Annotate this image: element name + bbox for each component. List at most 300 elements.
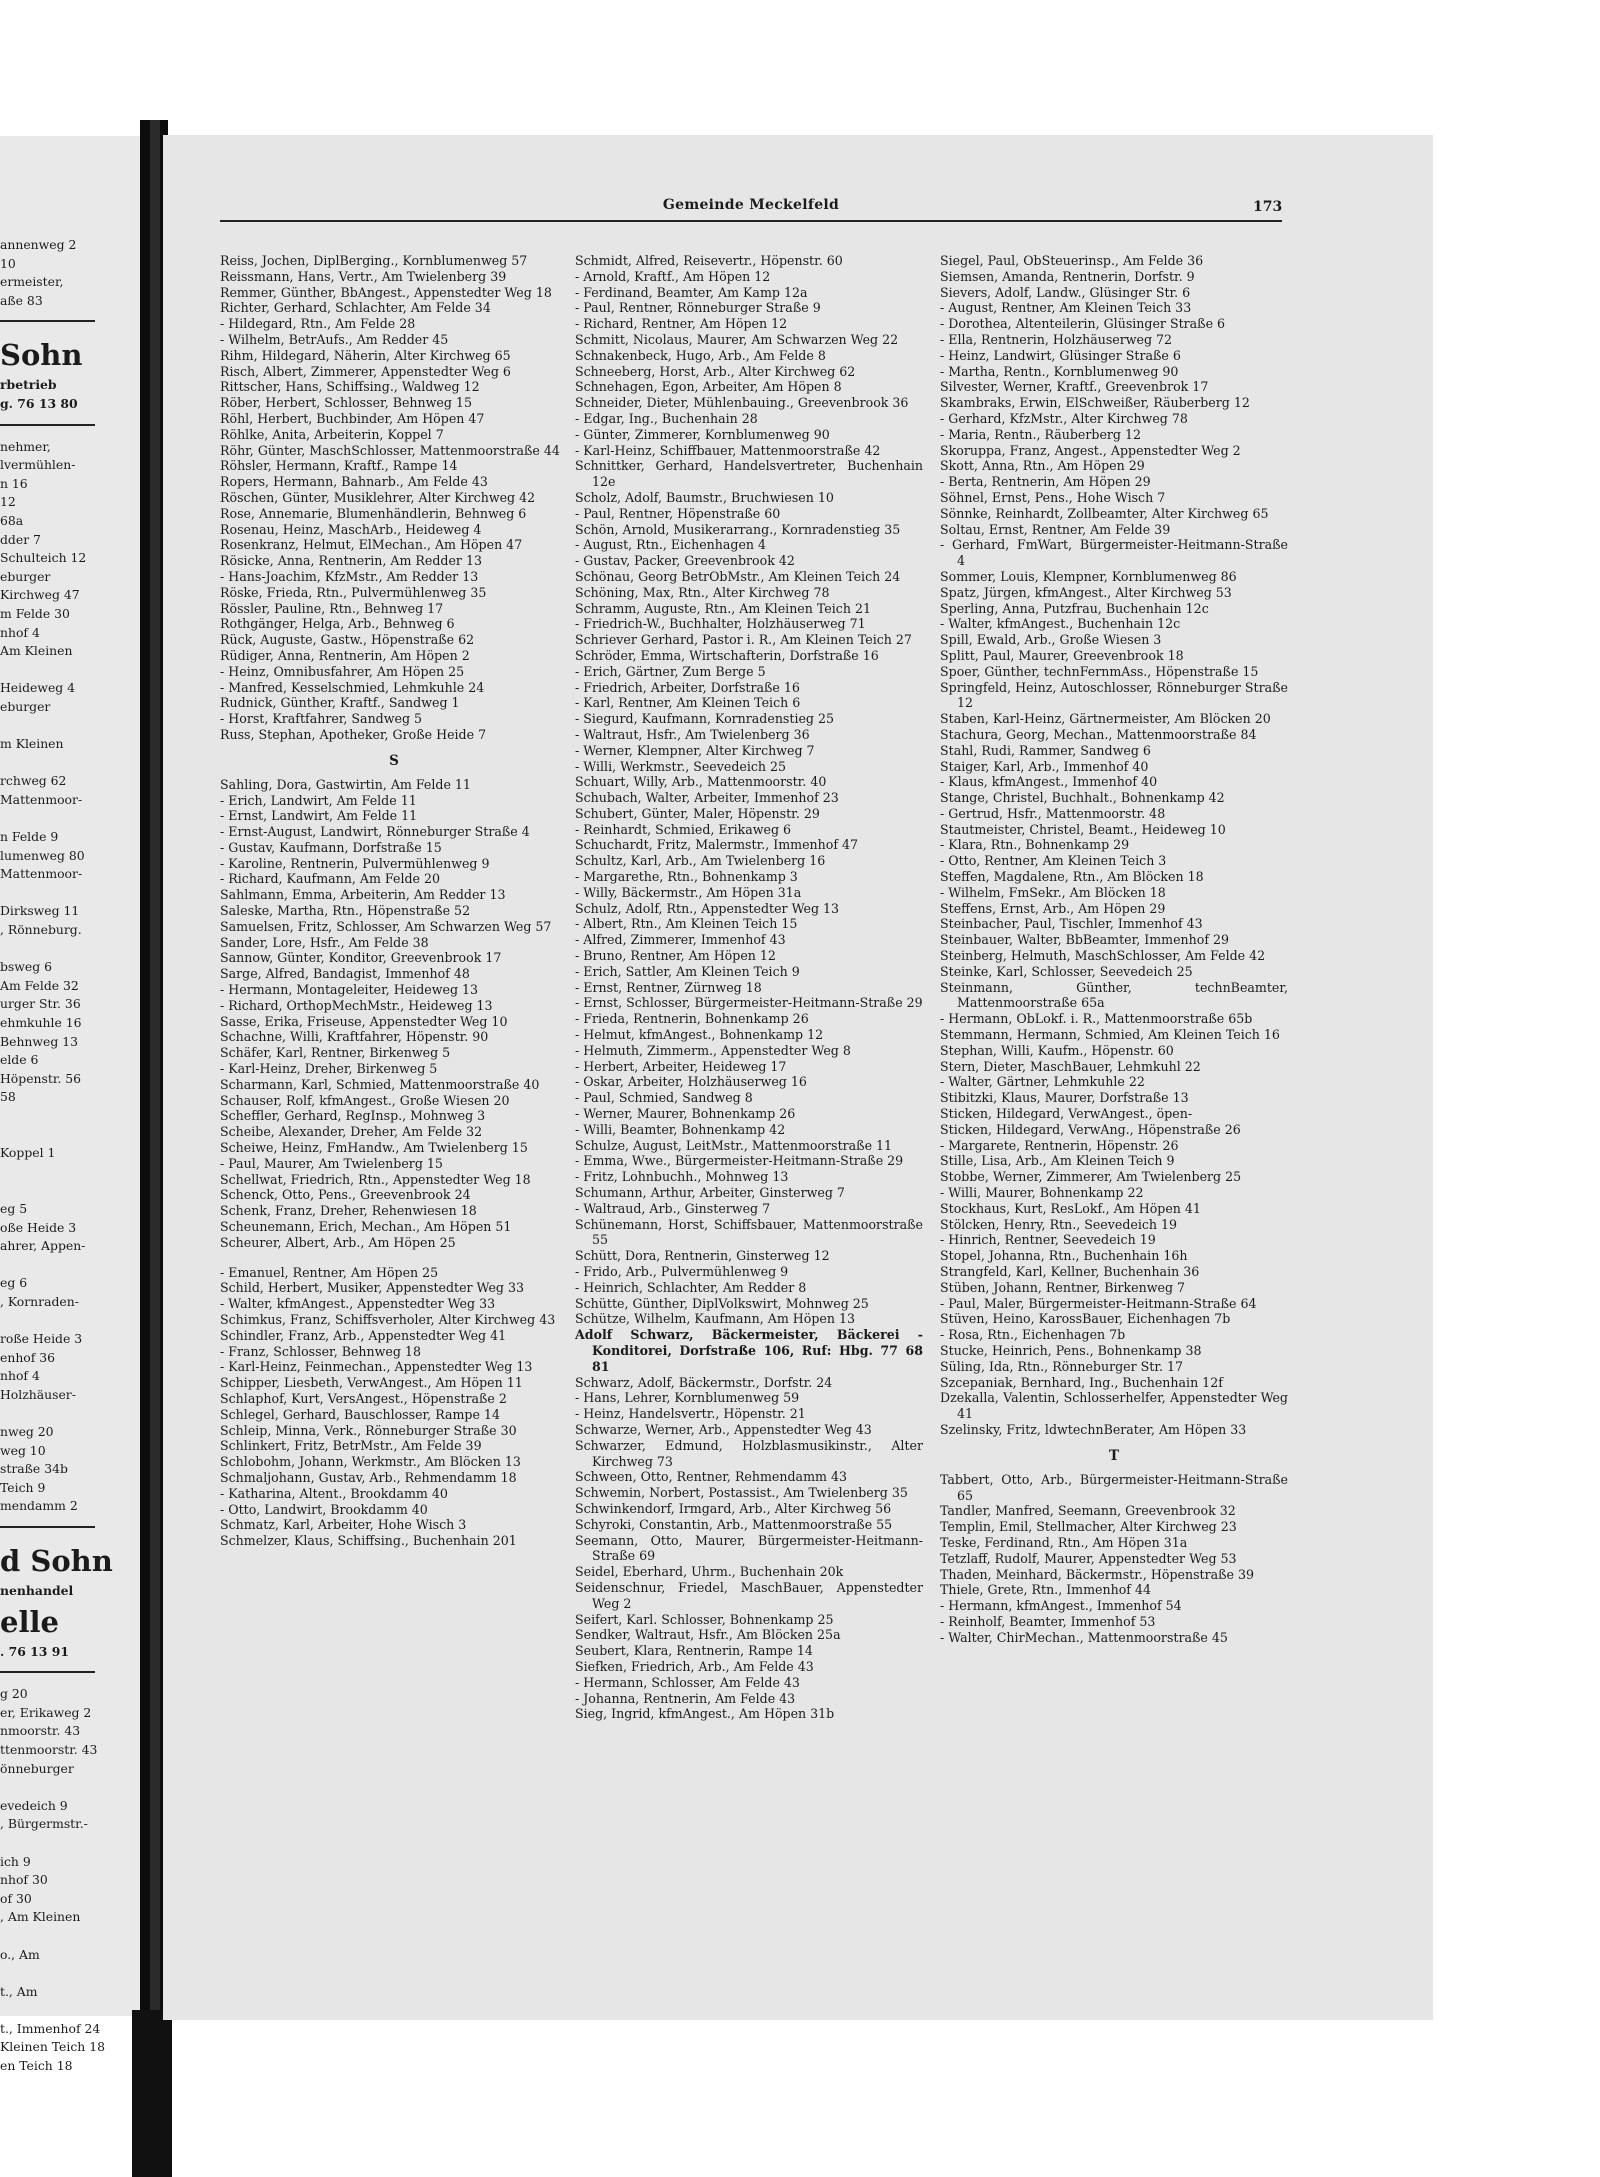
directory-entry: - Karl, Rentner, Am Kleinen Teich 6 (575, 695, 801, 711)
directory-entry: - Otto, Landwirt, Brookdamm 40 (220, 1501, 428, 1517)
previous-page-line (0, 754, 150, 773)
directory-entry: Sander, Lore, Hsfr., Am Felde 38 (220, 934, 429, 950)
directory-entry: - Reinholf, Beamter, Immenhof 53 (940, 1613, 1156, 1629)
directory-entry: Schwinkendorf, Irmgard, Arb., Alter Kirchweg 56 (575, 1500, 892, 1516)
directory-entry: Remmer, Günther, BbAngest., Appenstedter Weg 18 (220, 284, 552, 300)
previous-page-line: enhof 36 (0, 1349, 56, 1365)
directory-entry: Seubert, Klara, Rentnerin, Rampe 14 (575, 1643, 813, 1659)
directory-entry: Seidel, Eberhard, Uhrm., Buchenhain 20k (575, 1564, 844, 1580)
directory-entry: - Ella, Rentnerin, Holzhäuserweg 72 (940, 331, 1173, 347)
previous-page-line: Dirksweg 11 (0, 903, 80, 919)
previous-page-line (0, 716, 150, 735)
column-gap (220, 1251, 568, 1265)
directory-entry: - Klaus, kfmAngest., Immenhof 40 (940, 774, 1158, 790)
directory-entry: Schünemann, Horst, Schiffsbauer, Mattenmoorstraße 55 (575, 1216, 923, 1248)
directory-entry: Schleip, Minna, Verk., Rönneburger Straße 30 (220, 1422, 517, 1438)
directory-entry: - Frido, Arb., Pulvermühlenweg 9 (575, 1264, 789, 1279)
directory-entry: Stern, Dieter, MaschBauer, Lehmkuhl 22 (940, 1058, 1201, 1074)
directory-entry: Templin, Emil, Stellmacher, Alter Kirchweg 23 (940, 1519, 1237, 1535)
previous-page-line: nhof 4 (0, 1368, 40, 1384)
directory-entry: Schramm, Auguste, Rtn., Am Kleinen Teich 21 (575, 600, 871, 616)
section-letter: S (389, 752, 399, 769)
directory-entry: Schmidt, Alfred, Reisevertr., Höpenstr. 60 (575, 253, 843, 268)
directory-entry: Schuart, Willy, Arb., Mattenmoorstr. 40 (575, 774, 827, 790)
directory-entry: Rück, Auguste, Gastw., Höpenstraße 62 (220, 632, 475, 648)
previous-page-line: evedeich 9 (0, 1797, 68, 1813)
gutter-shadow (150, 120, 160, 2020)
directory-entry: - Heinz, Handelsvertr., Höpenstr. 21 (575, 1406, 806, 1422)
directory-entry: Schütze, Wilhelm, Kaufmann, Am Höpen 13 (575, 1311, 856, 1327)
directory-entry: - Hinrich, Rentner, Seevedeich 19 (940, 1232, 1156, 1248)
directory-entry: - Ernst, Landwirt, Am Felde 11 (220, 808, 418, 824)
previous-page-line: dder 7 (0, 531, 41, 547)
directory-entry: Stüven, Heino, KarossBauer, Eichenhagen 7b (940, 1311, 1231, 1327)
directory-entry: - Waltraud, Arb., Ginsterweg 7 (575, 1200, 771, 1216)
directory-entry: - Martha, Rentn., Kornblumenweg 90 (940, 363, 1179, 379)
directory-entry: - August, Rtn., Eichenhagen 4 (575, 537, 767, 553)
previous-page-line: g 20 (0, 1686, 28, 1702)
directory-entry: Steffens, Ernst, Arb., Am Höpen 29 (940, 900, 1166, 916)
directory-entry: Steinmann, Günther, technBeamter, Mattenmoorstraße 65a (940, 979, 1288, 1011)
previous-page-line: aße 83 (0, 292, 43, 308)
directory-entry: - Günter, Zimmerer, Kornblumenweg 90 (575, 426, 830, 442)
directory-entry: - Ernst-August, Landwirt, Rönneburger Straße 4 (220, 824, 530, 840)
directory-entry: Staiger, Karl, Arb., Immenhof 40 (940, 758, 1149, 774)
directory-entry: Scheiwe, Heinz, FmHandw., Am Twielenberg 15 (220, 1140, 528, 1156)
directory-entry: Stockhaus, Kurt, ResLokf., Am Höpen 41 (940, 1200, 1201, 1216)
directory-entry: Sperling, Anna, Putzfrau, Buchenhain 12c (940, 600, 1209, 616)
directory-entry: - Alfred, Zimmerer, Immenhof 43 (575, 932, 786, 948)
previous-page-line: ermeister, (0, 274, 64, 290)
directory-entry: Schröder, Emma, Wirtschafterin, Dorfstraße 16 (575, 647, 879, 663)
directory-entry: - Paul, Rentner, Rönneburger Straße 9 (575, 300, 821, 316)
directory-entry: Schulz, Adolf, Rtn., Appenstedter Weg 13 (575, 900, 840, 916)
previous-page-line: urger Str. 36 (0, 996, 81, 1012)
directory-entry: - Karl-Heinz, Schiffbauer, Mattenmoorstraße 42 (575, 442, 881, 458)
directory-entry: Röber, Herbert, Schlosser, Behnweg 15 (220, 395, 472, 411)
previous-page-line: er, Erikaweg 2 (0, 1704, 92, 1720)
directory-entry: Ropers, Hermann, Bahnarb., Am Felde 43 (220, 474, 488, 490)
directory-entry: - Helmuth, Zimmerm., Appenstedter Weg 8 (575, 1042, 851, 1058)
previous-page-line: , Am Kleinen (0, 1909, 81, 1925)
directory-entry: Saleske, Martha, Rtn., Höpenstraße 52 (220, 903, 471, 919)
directory-entry: Schütte, Günther, DiplVolkswirt, Mohnweg 25 (575, 1295, 869, 1311)
divider-rule (0, 320, 95, 322)
directory-entry: Sannow, Günter, Konditor, Greevenbrook 17 (220, 950, 502, 966)
directory-entry: Röske, Frieda, Rtn., Pulvermühlenweg 35 (220, 584, 487, 600)
directory-entry: - Otto, Rentner, Am Kleinen Teich 3 (940, 853, 1167, 869)
directory-entry: Schachne, Willi, Kraftfahrer, Höpenstr. 90 (220, 1029, 489, 1045)
previous-page-line: lvermühlen- (0, 457, 76, 473)
directory-entry: Dzekalla, Valentin, Schlosserhelfer, Appenstedter Weg 41 (940, 1390, 1288, 1422)
directory-entry: - Gustav, Packer, Greevenbrook 42 (575, 553, 795, 569)
page-title: Gemeinde Meckelfeld (662, 197, 840, 213)
previous-page-line: straße 34b (0, 1461, 68, 1477)
directory-entry: Tetzlaff, Rudolf, Maurer, Appenstedter Weg 53 (940, 1550, 1237, 1566)
directory-entry: Schneider, Dieter, Mühlenbauing., Greevenbrook 36 (575, 395, 909, 411)
directory-entry: Schnakenbeck, Hugo, Arb., Am Felde 8 (575, 347, 826, 363)
directory-entry: Staben, Karl-Heinz, Gärtnermeister, Am Blöcken 20 (940, 711, 1271, 727)
directory-entry: Schindler, Franz, Arb., Appenstedter Weg 41 (220, 1327, 507, 1343)
directory-entry: - Hermann, ObLokf. i. R., Mattenmoorstraße 65b (940, 1011, 1253, 1027)
previous-page-line (0, 1163, 150, 1182)
directory-entry: Seemann, Otto, Maurer, Bürgermeister-Heitmann-Straße 69 (575, 1532, 923, 1564)
directory-entry: Schellwat, Friedrich, Rtn., Appenstedter Weg 18 (220, 1171, 531, 1187)
directory-entry: Stachura, Georg, Mechan., Mattenmoorstraße 84 (940, 726, 1257, 742)
directory-entry: - Willy, Bäckermstr., Am Höpen 31a (575, 884, 802, 900)
previous-page-line: rbetrieb (0, 377, 57, 393)
previous-page-line: eburger (0, 568, 51, 584)
previous-page-line: eburger (0, 698, 51, 714)
directory-entry: - Arnold, Kraftf., Am Höpen 12 (575, 268, 771, 284)
previous-page-line (0, 809, 150, 828)
directory-entry: - Heinrich, Schlachter, Am Redder 8 (575, 1279, 807, 1295)
divider-rule (0, 1526, 95, 1528)
directory-entry: - Karl-Heinz, Dreher, Birkenweg 5 (220, 1061, 438, 1077)
directory-entry: Spill, Ewald, Arb., Große Wiesen 3 (940, 632, 1162, 648)
directory-entry: Schwemin, Norbert, Postassist., Am Twielenberg 35 (575, 1485, 908, 1501)
directory-entry: Reissmann, Hans, Vertr., Am Twielenberg 39 (220, 268, 507, 284)
previous-page-line: n 16 (0, 475, 28, 491)
directory-entry: Silvester, Werner, Kraftf., Greevenbrok 17 (940, 379, 1209, 395)
directory-entry: - Reinhardt, Schmied, Erikaweg 6 (575, 821, 792, 837)
previous-page-line (0, 1404, 150, 1423)
directory-entry: Schipper, Liesbeth, VerwAngest., Am Höpen 11 (220, 1375, 523, 1391)
directory-entry: Röhr, Günter, MaschSchlosser, Mattenmoorstraße 44 (220, 442, 560, 458)
previous-page-line: ttenmoorstr. 43 (0, 1741, 98, 1757)
previous-page-line: d Sohn (0, 1544, 113, 1578)
directory-entry: - Ernst, Schlosser, Bürgermeister-Heitmann-Straße 29 (575, 995, 923, 1011)
directory-entry: - Berta, Rentnerin, Am Höpen 29 (940, 474, 1151, 490)
previous-page-line (0, 1311, 150, 1330)
directory-entry: Schenk, Franz, Dreher, Rehenwiesen 18 (220, 1203, 477, 1219)
directory-entry: Süling, Ida, Rtn., Rönneburger Str. 17 (940, 1358, 1184, 1374)
directory-entry: Sahlmann, Emma, Arbeiterin, Am Redder 13 (220, 887, 506, 903)
directory-entry: Stucke, Heinrich, Pens., Bohnenkamp 38 (940, 1342, 1202, 1358)
directory-entry: - Albert, Rtn., Am Kleinen Teich 15 (575, 916, 798, 932)
directory-entry: Schmitt, Nicolaus, Maurer, Am Schwarzen Weg 22 (575, 331, 899, 347)
directory-entry: - Erich, Gärtner, Zum Berge 5 (575, 663, 766, 679)
previous-page-line (0, 1126, 150, 1145)
directory-entry: Scheffler, Gerhard, RegInsp., Mohnweg 3 (220, 1108, 486, 1124)
directory-entry: Schween, Otto, Rentner, Rehmendamm 43 (575, 1469, 847, 1485)
directory-entry: - Gustav, Kaufmann, Dorfstraße 15 (220, 839, 442, 855)
directory-entry: Schön, Arnold, Musikerarrang., Kornradenstieg 35 (575, 521, 901, 537)
previous-page-line: m Kleinen (0, 736, 64, 752)
directory-entry: - Hans, Lehrer, Kornblumenweg 59 (575, 1390, 800, 1406)
directory-entry: Stille, Lisa, Arb., Am Kleinen Teich 9 (940, 1153, 1175, 1169)
directory-entry: Schauser, Rolf, kfmAngest., Große Wiesen 20 (220, 1092, 510, 1108)
directory-entry: - Helmut, kfmAngest., Bohnenkamp 12 (575, 1027, 824, 1043)
advertisement-entry: Adolf Schwarz, Bäckermeister, Bäckerei - Konditorei, Dorfstraße 106, Ruf: Hbg. 77 68 81 (575, 1327, 923, 1374)
directory-entry: - Heinz, Omnibusfahrer, Am Höpen 25 (220, 663, 465, 679)
directory-entry: Risch, Albert, Zimmerer, Appenstedter Weg 6 (220, 363, 511, 379)
previous-page-line: , Bürgermstr.- (0, 1816, 88, 1832)
directory-entry: Steinbacher, Paul, Tischler, Immenhof 43 (940, 916, 1203, 932)
directory-entry: Thiele, Grete, Rtn., Immenhof 44 (940, 1582, 1152, 1598)
directory-entry: Reiss, Jochen, DiplBerging., Kornblumenweg 57 (220, 253, 528, 268)
directory-entry: Tandler, Manfred, Seemann, Greevenbrook 32 (940, 1503, 1236, 1519)
directory-entry: Rüdiger, Anna, Rentnerin, Am Höpen 2 (220, 647, 470, 663)
directory-entry: Sticken, Hildegard, VerwAngest., öpen- (940, 1106, 1193, 1122)
directory-entry: - Herbert, Arbeiter, Heideweg 17 (575, 1058, 787, 1074)
previous-page-line: m Felde 30 (0, 605, 70, 621)
directory-entry: - Rosa, Rtn., Eichenhagen 7b (940, 1327, 1126, 1343)
directory-entry: Skoruppa, Franz, Angest., Appenstedter Weg 2 (940, 442, 1241, 458)
previous-page-line (0, 1181, 150, 1200)
directory-entry: - Frieda, Rentnerin, Bohnenkamp 26 (575, 1011, 809, 1027)
previous-page-line: o., Am (0, 1946, 40, 1962)
directory-entry: Schlobohm, Johann, Werkmstr., Am Blöcken 13 (220, 1454, 521, 1470)
directory-entry: Schimkus, Franz, Schiffsverholer, Alter Kirchweg 43 (220, 1312, 556, 1327)
directory-entry: - Wilhelm, BetrAufs., Am Redder 45 (220, 331, 449, 347)
directory-entry: Skambraks, Erwin, ElSchweißer, Räuberberg 12 (940, 395, 1250, 411)
previous-page-line: önneburger (0, 1760, 74, 1776)
directory-entry: Tabbert, Otto, Arb., Bürgermeister-Heitmann-Straße 65 (940, 1471, 1288, 1503)
previous-page-line: Kleinen Teich 18 (0, 2039, 105, 2055)
directory-entry: Scholz, Adolf, Baumstr., Bruchwiesen 10 (575, 489, 834, 505)
directory-entry: Schneeberg, Horst, Arb., Alter Kirchweg 62 (575, 363, 856, 379)
previous-page-line: 68a (0, 512, 24, 528)
directory-entry: - Hermann, Schlosser, Am Felde 43 (575, 1674, 800, 1690)
directory-entry: Schmatz, Karl, Arbeiter, Hohe Wisch 3 (220, 1517, 467, 1533)
directory-entry: Szcepaniak, Bernhard, Ing., Buchenhain 12f (940, 1374, 1223, 1390)
directory-entry: - Manfred, Kesselschmied, Lehmkuhle 24 (220, 679, 485, 695)
previous-page-line: Heideweg 4 (0, 680, 76, 696)
directory-entry: Sommer, Louis, Klempner, Kornblumenweg 86 (940, 568, 1237, 584)
directory-entry: Steinbauer, Walter, BbBeamter, Immenhof 29 (940, 932, 1230, 948)
directory-entry: - Walter, Gärtner, Lehmkuhle 22 (940, 1074, 1145, 1090)
previous-page-line: t., Immenhof 24 (0, 2020, 101, 2036)
directory-entry: Szelinsky, Fritz, ldwtechnBerater, Am Höpen 33 (940, 1421, 1247, 1437)
directory-entry: - Katharina, Altent., Brookdamm 40 (220, 1485, 448, 1501)
directory-entry: - Siegurd, Kaufmann, Kornradenstieg 25 (575, 711, 835, 727)
directory-entry: Siemsen, Amanda, Rentnerin, Dorfstr. 9 (940, 268, 1195, 284)
directory-entry: Splitt, Paul, Maurer, Greevenbrook 18 (940, 647, 1184, 663)
previous-page-line: Am Felde 32 (0, 977, 79, 993)
directory-entry: Schild, Herbert, Musiker, Appenstedter Weg 33 (220, 1280, 525, 1296)
directory-entry: Schuchardt, Fritz, Malermstr., Immenhof 47 (575, 837, 859, 853)
directory-entry: - Johanna, Rentnerin, Am Felde 43 (575, 1690, 796, 1706)
directory-entry: Samuelsen, Fritz, Schlosser, Am Schwarzen Weg 57 (220, 918, 552, 934)
previous-page-line: nenhandel (0, 1583, 74, 1598)
directory-entry: - Emanuel, Rentner, Am Höpen 25 (220, 1264, 439, 1280)
directory-entry: Rothgänger, Helga, Arb., Behnweg 6 (220, 616, 455, 632)
directory-entry: Scheunemann, Erich, Mechan., Am Höpen 51 (220, 1219, 512, 1235)
directory-entry: - Paul, Rentner, Höpenstraße 60 (575, 505, 781, 521)
directory-entry: Stüben, Johann, Rentner, Birkenweg 7 (940, 1279, 1186, 1295)
previous-page-line: lumenweg 80 (0, 847, 85, 863)
previous-page-line: Holzhäuser- (0, 1386, 76, 1402)
previous-page-line: nehmer, (0, 438, 51, 454)
directory-entry: Stibitzki, Klaus, Maurer, Dorfstraße 13 (940, 1090, 1189, 1106)
directory-entry: - Waltraut, Hsfr., Am Twielenberg 36 (575, 726, 810, 742)
previous-page-column (0, 236, 150, 2076)
previous-page-line (0, 1834, 150, 1853)
previous-page-line: elde 6 (0, 1052, 39, 1068)
directory-entry: Stautmeister, Christel, Beamt., Heideweg 10 (940, 821, 1226, 837)
directory-entry: Rössler, Pauline, Rtn., Behnweg 17 (220, 600, 444, 616)
previous-page-line: eg 5 (0, 1200, 28, 1216)
header-rule (220, 220, 1282, 222)
directory-entry: Söhnel, Ernst, Pens., Hohe Wisch 7 (940, 489, 1166, 505)
directory-entry: - Dorothea, Altenteilerin, Glüsinger Straße 6 (940, 316, 1226, 332)
directory-entry: - Fritz, Lohnbuchh., Mohnweg 13 (575, 1169, 789, 1185)
previous-page-line: Am Kleinen (0, 643, 73, 659)
previous-page-line: 10 (0, 255, 16, 271)
directory-entry: - Richard, OrthopMechMstr., Heideweg 13 (220, 997, 493, 1013)
directory-entry: - Werner, Klempner, Alter Kirchweg 7 (575, 742, 815, 758)
directory-entry: Stahl, Rudi, Rammer, Sandweg 6 (940, 742, 1151, 758)
directory-entry: Schöning, Max, Rtn., Alter Kirchweg 78 (575, 584, 830, 600)
directory-entry: Seifert, Karl. Schlosser, Bohnenkamp 25 (575, 1611, 834, 1627)
previous-page-line: eg 6 (0, 1275, 28, 1291)
previous-page-line (0, 2001, 150, 2020)
directory-entry: Rosenkranz, Helmut, ElMechan., Am Höpen 47 (220, 537, 523, 553)
previous-page-line: en Teich 18 (0, 2058, 73, 2074)
directory-column-3 (940, 253, 1288, 1646)
directory-entry: - Hermann, Montageleiter, Heideweg 13 (220, 982, 479, 998)
previous-page-line: nhof 30 (0, 1872, 48, 1888)
previous-page-line: n Felde 9 (0, 829, 59, 845)
previous-page-line: elle (0, 1604, 59, 1639)
directory-entry: Schwarzer, Edmund, Holzblasmusikinstr., Alter Kirchweg 73 (575, 1437, 923, 1469)
directory-column-2 (575, 253, 923, 1722)
directory-entry: Spatz, Jürgen, kfmAngest., Alter Kirchweg 53 (940, 584, 1232, 600)
directory-entry: Spoer, Günther, technFernmAss., Höpenstraße 15 (940, 663, 1259, 679)
directory-entry: - Heinz, Landwirt, Glüsinger Straße 6 (940, 347, 1181, 363)
previous-page-line: of 30 (0, 1890, 32, 1906)
directory-entry: Russ, Stephan, Apotheker, Große Heide 7 (220, 726, 487, 742)
previous-page-line (0, 1107, 150, 1126)
directory-entry: Strangfeld, Karl, Kellner, Buchenhain 36 (940, 1264, 1200, 1279)
directory-entry: - Hans-Joachim, KfzMstr., Am Redder 13 (220, 568, 479, 584)
directory-entry: - Maria, Rentn., Räuberberg 12 (940, 426, 1142, 442)
directory-page (163, 135, 1433, 2020)
previous-page-line: Mattenmoor- (0, 866, 83, 882)
previous-page-line: Schulteich 12 (0, 550, 87, 566)
previous-page-line: ich 9 (0, 1853, 31, 1869)
directory-entry: Steffen, Magdalene, Rtn., Am Blöcken 18 (940, 869, 1204, 885)
directory-column-1 (220, 253, 568, 1549)
directory-entry: - Willi, Werkmstr., Seevedeich 25 (575, 758, 787, 774)
directory-entry: - Werner, Maurer, Bohnenkamp 26 (575, 1106, 796, 1122)
directory-entry: Schwarz, Adolf, Bäckermstr., Dorfstr. 24 (575, 1374, 833, 1390)
directory-entry: - Paul, Schmied, Sandweg 8 (575, 1090, 753, 1106)
spine-strip (132, 2010, 172, 2177)
previous-page-line: 58 (0, 1089, 16, 1105)
previous-page-line: weg 10 (0, 1442, 46, 1458)
directory-entry: Röhl, Herbert, Buchbinder, Am Höpen 47 (220, 410, 485, 426)
directory-entry: Schubach, Walter, Arbeiter, Immenhof 23 (575, 790, 839, 806)
directory-entry: Thaden, Meinhard, Bäckermstr., Höpenstraße 39 (940, 1566, 1255, 1582)
section-letter: T (1108, 1447, 1120, 1464)
directory-entry: - Paul, Maurer, Am Twielenberg 15 (220, 1155, 443, 1171)
directory-entry: Röschen, Günter, Musiklehrer, Alter Kirchweg 42 (220, 489, 536, 505)
directory-entry: Steinberg, Helmuth, MaschSchlosser, Am Felde 42 (940, 948, 1266, 964)
directory-entry: Sticken, Hildegard, VerwAng., Höpenstraße 26 (940, 1121, 1241, 1137)
previous-page-line: Kirchweg 47 (0, 587, 80, 603)
previous-page-line: Sohn (0, 338, 83, 373)
directory-entry: Schnehagen, Egon, Arbeiter, Am Höpen 8 (575, 379, 842, 395)
directory-entry: - Erich, Sattler, Am Kleinen Teich 9 (575, 963, 800, 979)
previous-page-line: nmoorstr. 43 (0, 1723, 81, 1739)
directory-entry: Schultz, Karl, Arb., Am Twielenberg 16 (575, 853, 826, 869)
directory-entry: Sasse, Erika, Friseuse, Appenstedter Weg 10 (220, 1013, 508, 1029)
directory-entry: Röhlke, Anita, Arbeiterin, Koppel 7 (220, 426, 444, 442)
directory-entry: Stölcken, Henry, Rtn., Seevedeich 19 (940, 1216, 1178, 1232)
directory-entry: Stephan, Willi, Kaufm., Höpenstr. 60 (940, 1042, 1174, 1058)
directory-entry: Schubert, Günter, Maler, Höpenstr. 29 (575, 805, 820, 821)
previous-page-line: nhof 4 (0, 624, 40, 640)
directory-entry: - Richard, Rentner, Am Höpen 12 (575, 316, 788, 332)
previous-page-line: , Kornraden- (0, 1293, 79, 1309)
directory-entry: Seidenschnur, Friedel, MaschBauer, Appenstedter Weg 2 (575, 1579, 923, 1611)
directory-entry: Teske, Ferdinand, Rtn., Am Höpen 31a (940, 1534, 1188, 1550)
directory-entry: Skott, Anna, Rtn., Am Höpen 29 (940, 458, 1145, 474)
directory-entry: - Karl-Heinz, Feinmechan., Appenstedter Weg 13 (220, 1359, 533, 1375)
previous-page-line: Koppel 1 (0, 1145, 56, 1161)
directory-entry: Schulze, August, LeitMstr., Mattenmoorstraße 11 (575, 1137, 893, 1153)
directory-entry: Steinke, Karl, Schlosser, Seevedeich 25 (940, 963, 1193, 979)
previous-page-line: Teich 9 (0, 1479, 46, 1495)
directory-entry: Sahling, Dora, Gastwirtin, Am Felde 11 (220, 776, 471, 792)
previous-page-line: Behnweg 13 (0, 1033, 78, 1049)
directory-entry: - Ferdinand, Beamter, Am Kamp 12a (575, 284, 808, 300)
directory-entry: Sievers, Adolf, Landw., Glüsinger Str. 6 (940, 284, 1191, 300)
directory-entry: Schenck, Otto, Pens., Greevenbrook 24 (220, 1187, 471, 1203)
directory-entry: Schlaphof, Kurt, VersAngest., Höpenstraße 2 (220, 1390, 507, 1406)
previous-page-line: ahrer, Appen- (0, 1238, 86, 1254)
previous-page-line: mendamm 2 (0, 1498, 78, 1514)
previous-page-line: bsweg 6 (0, 959, 52, 975)
directory-entry: Scheibe, Alexander, Dreher, Am Felde 32 (220, 1124, 483, 1140)
previous-page-fragment (0, 136, 150, 2074)
previous-page-line: rchweg 62 (0, 773, 67, 789)
directory-entry: Sönnke, Reinhardt, Zollbeamter, Alter Kirchweg 65 (940, 505, 1269, 521)
directory-entry: Rose, Annemarie, Blumenhändlerin, Behnweg 6 (220, 505, 527, 521)
directory-entry: Sarge, Alfred, Bandagist, Immenhof 48 (220, 966, 470, 982)
directory-entry: - Gerhard, KfzMstr., Alter Kirchweg 78 (940, 410, 1188, 426)
directory-entry: Schlegel, Gerhard, Bauschlosser, Rampe 14 (220, 1406, 500, 1422)
directory-entry: - Erich, Landwirt, Am Felde 11 (220, 792, 417, 808)
directory-entry: - Walter, kfmAngest., Appenstedter Weg 33 (220, 1296, 496, 1312)
directory-entry: - Paul, Maler, Bürgermeister-Heitmann-Straße 64 (940, 1295, 1257, 1311)
directory-entry: - Franz, Schlosser, Behnweg 18 (220, 1343, 421, 1359)
directory-entry: Röhsler, Hermann, Kraftf., Rampe 14 (220, 458, 458, 474)
previous-page-line (0, 1964, 150, 1983)
directory-entry: - Edgar, Ing., Buchenhain 28 (575, 410, 758, 426)
directory-entry: - Friedrich-W., Buchhalter, Holzhäuserweg 71 (575, 616, 866, 632)
previous-page-line: roße Heide 3 (0, 1331, 83, 1347)
directory-entry: Schwarze, Werner, Arb., Appenstedter Weg 43 (575, 1421, 872, 1437)
directory-entry: Schmaljohann, Gustav, Arb., Rehmendamm 18 (220, 1469, 517, 1485)
directory-entry: Schumann, Arthur, Arbeiter, Ginsterweg 7 (575, 1185, 845, 1201)
directory-entry: Rosenau, Heinz, MaschArb., Heideweg 4 (220, 521, 482, 537)
directory-entry: Soltau, Ernst, Rentner, Am Felde 39 (940, 521, 1171, 537)
page-number: 173 (1253, 199, 1283, 215)
previous-page-line: 12 (0, 494, 16, 510)
directory-entry: - Willi, Maurer, Bohnenkamp 22 (940, 1185, 1144, 1201)
directory-entry: - Willi, Beamter, Bohnenkamp 42 (575, 1121, 786, 1137)
directory-entry: Schönau, Georg BetrObMstr., Am Kleinen Teich 24 (575, 568, 901, 584)
directory-entry: Rudnick, Günther, Kraftf., Sandweg 1 (220, 695, 460, 711)
directory-entry: - August, Rentner, Am Kleinen Teich 33 (940, 300, 1192, 316)
previous-page-line: annenweg 2 (0, 237, 77, 252)
previous-page-line: nweg 20 (0, 1424, 54, 1440)
directory-entry: Siegel, Paul, ObSteuerinsp., Am Felde 36 (940, 253, 1204, 268)
previous-page-line: , Rönneburg. (0, 922, 82, 937)
